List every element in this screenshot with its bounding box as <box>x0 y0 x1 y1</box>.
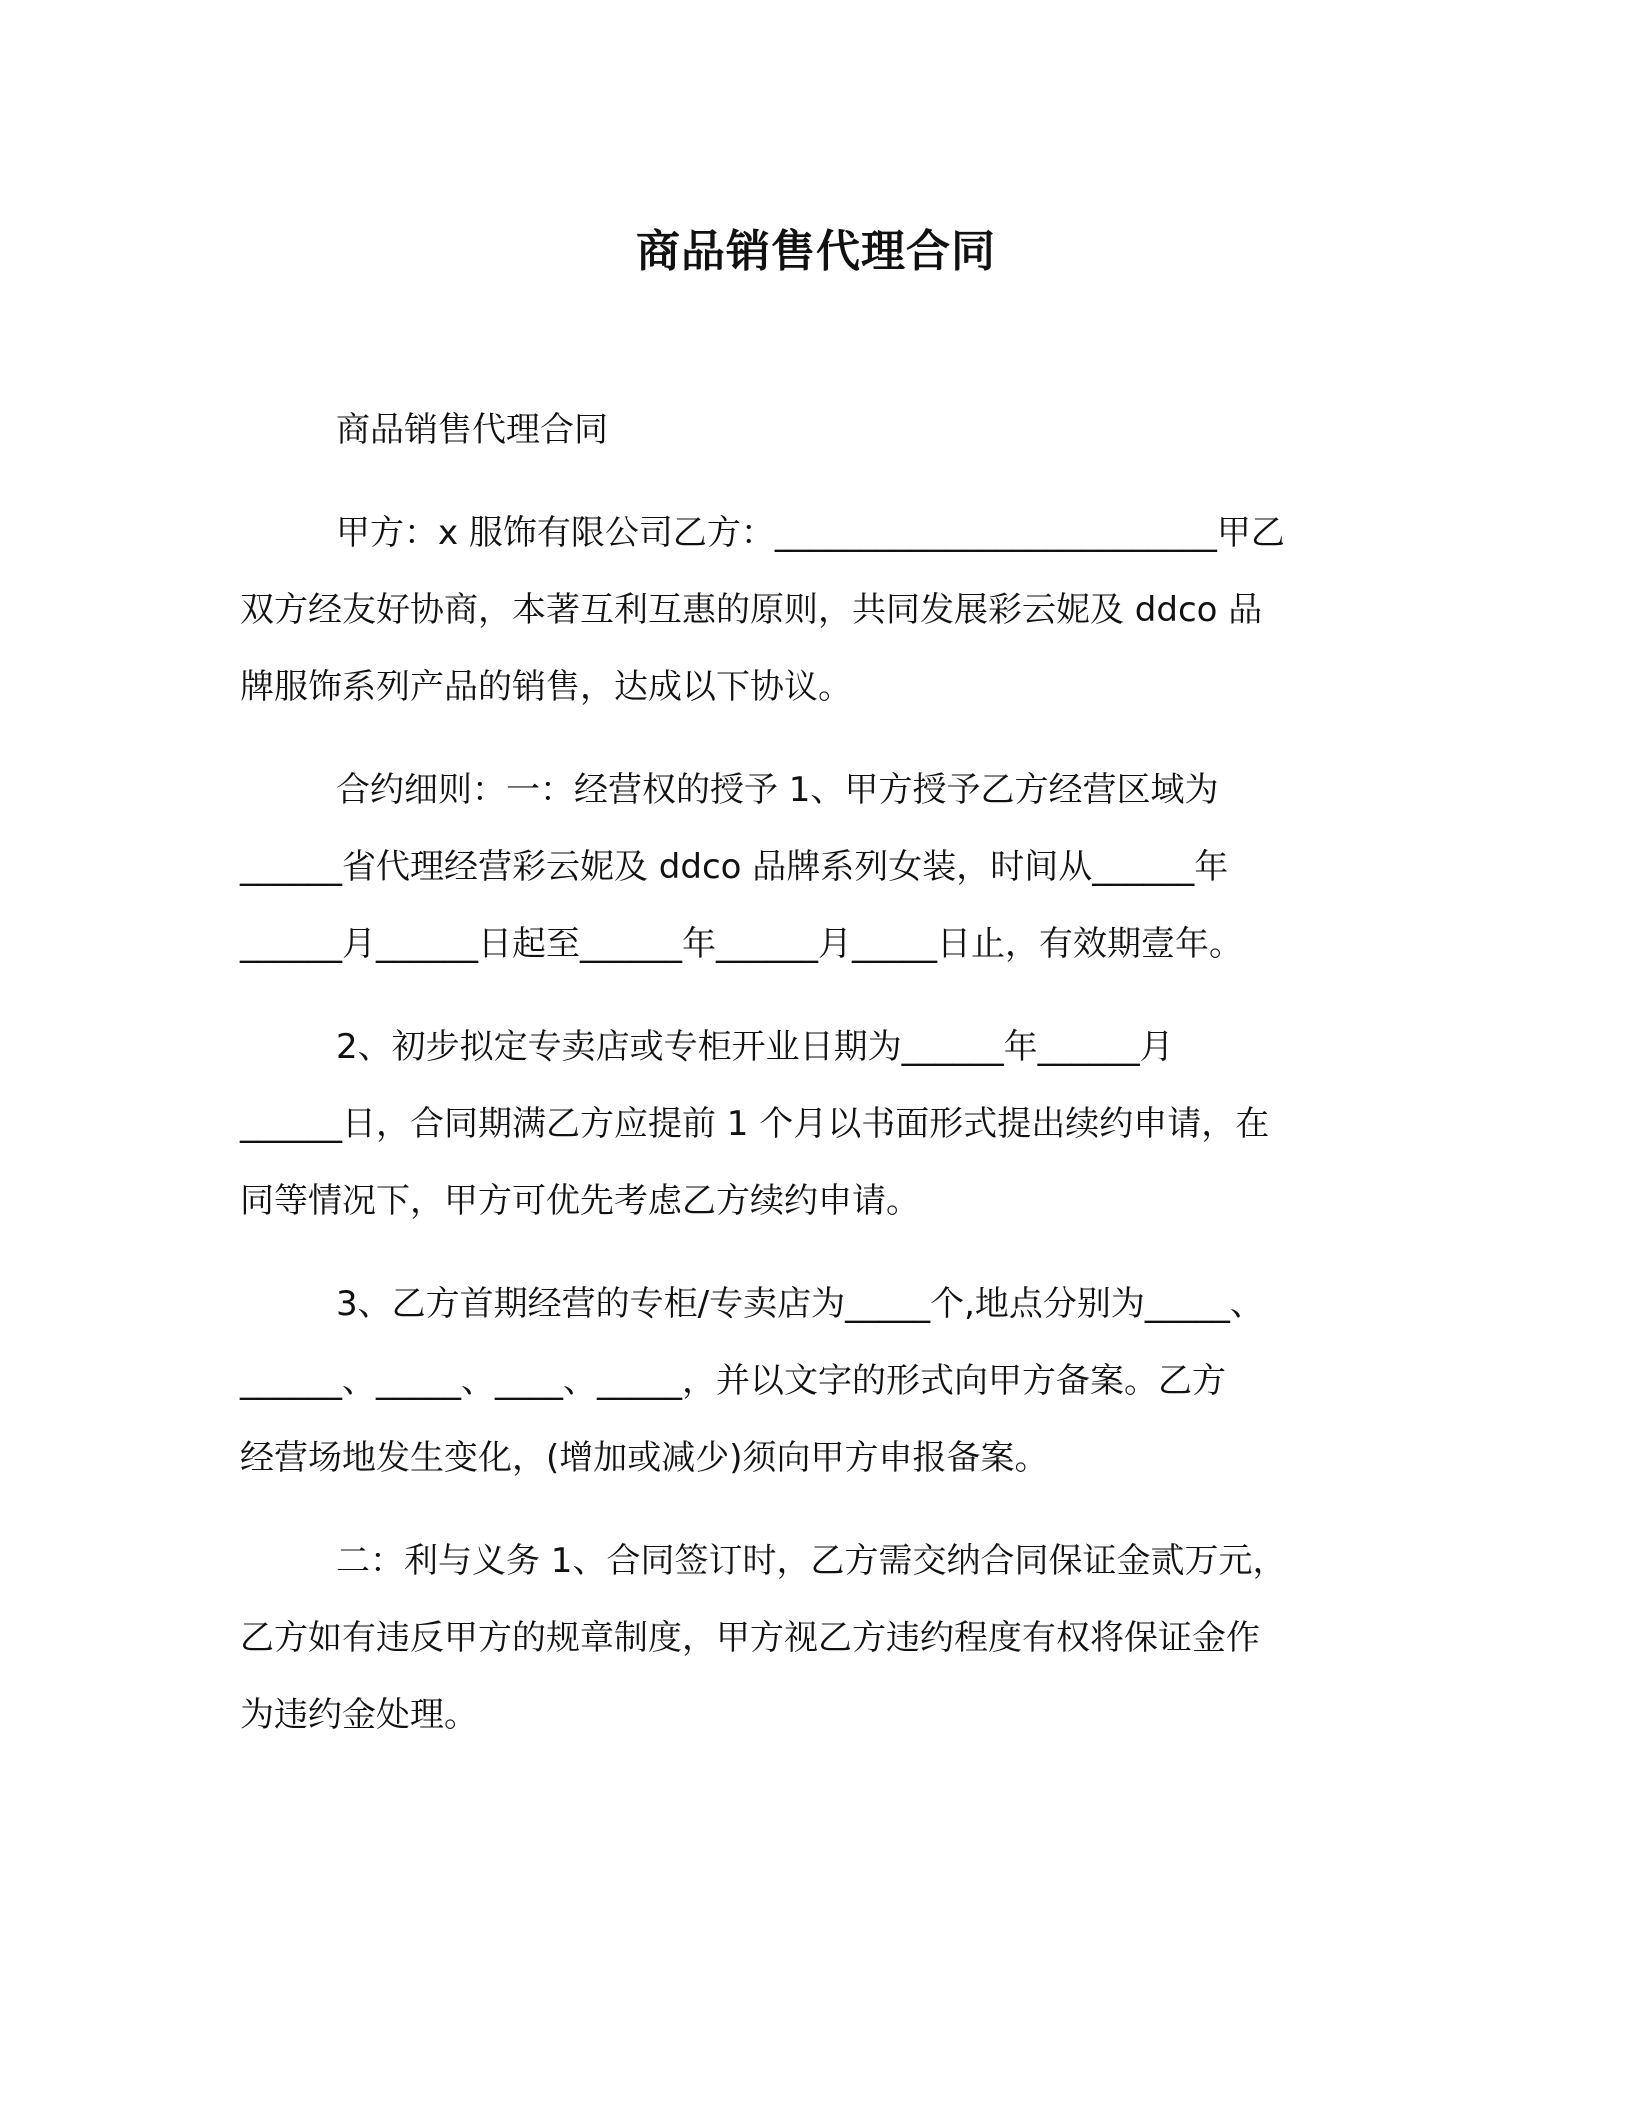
line: 商品销售代理合同 <box>336 410 608 450</box>
paragraph-parties <box>240 495 1392 726</box>
line: ______省代理经营彩云妮及 ddco 品牌系列女装，时间从______年 <box>240 847 1229 887</box>
line: 2、初步拟定专卖店或专柜开业日期为______年______月 <box>336 1027 1174 1067</box>
paragraph-clause-3 <box>240 1266 1392 1497</box>
document-body <box>240 392 1392 1780</box>
paragraph-rights-obligations <box>240 1523 1392 1754</box>
document-title: 商品销售代理合同 <box>636 226 996 277</box>
line: 经营场地发生变化，(增加或减少)须向甲方申报备案。 <box>240 1438 1049 1478</box>
line: 3、乙方首期经营的专柜/专卖店为_____个,地点分别为_____、 <box>336 1284 1264 1324</box>
line: 乙方如有违反甲方的规章制度，甲方视乙方违约程度有权将保证金作 <box>240 1618 1260 1658</box>
paragraph-clause-1 <box>240 752 1392 983</box>
line: 牌服饰系列产品的销售，达成以下协议。 <box>240 667 852 707</box>
line: 甲方：x 服饰有限公司乙方：__________________________甲乙 <box>336 513 1285 553</box>
line: 合约细则：一：经营权的授予 1、甲方授予乙方经营区域为 <box>336 770 1219 810</box>
line: ______日，合同期满乙方应提前 1 个月以书面形式提出续约申请，在 <box>240 1104 1270 1144</box>
paragraph-subtitle <box>240 392 1392 469</box>
line: 双方经友好协商，本著互利互惠的原则，共同发展彩云妮及 ddco 品 <box>240 590 1263 630</box>
line: ______月______日起至______年______月_____日止，有效期壹年。 <box>240 924 1243 964</box>
line: 同等情况下，甲方可优先考虑乙方续约申请。 <box>240 1181 920 1221</box>
paragraph-clause-2 <box>240 1009 1392 1240</box>
line: 为违约金处理。 <box>240 1695 478 1735</box>
line: ______、_____、____、_____，并以文字的形式向甲方备案。乙方 <box>240 1361 1226 1401</box>
line: 二：利与义务 1、合同签订时，乙方需交纳合同保证金贰万元， <box>336 1541 1287 1581</box>
